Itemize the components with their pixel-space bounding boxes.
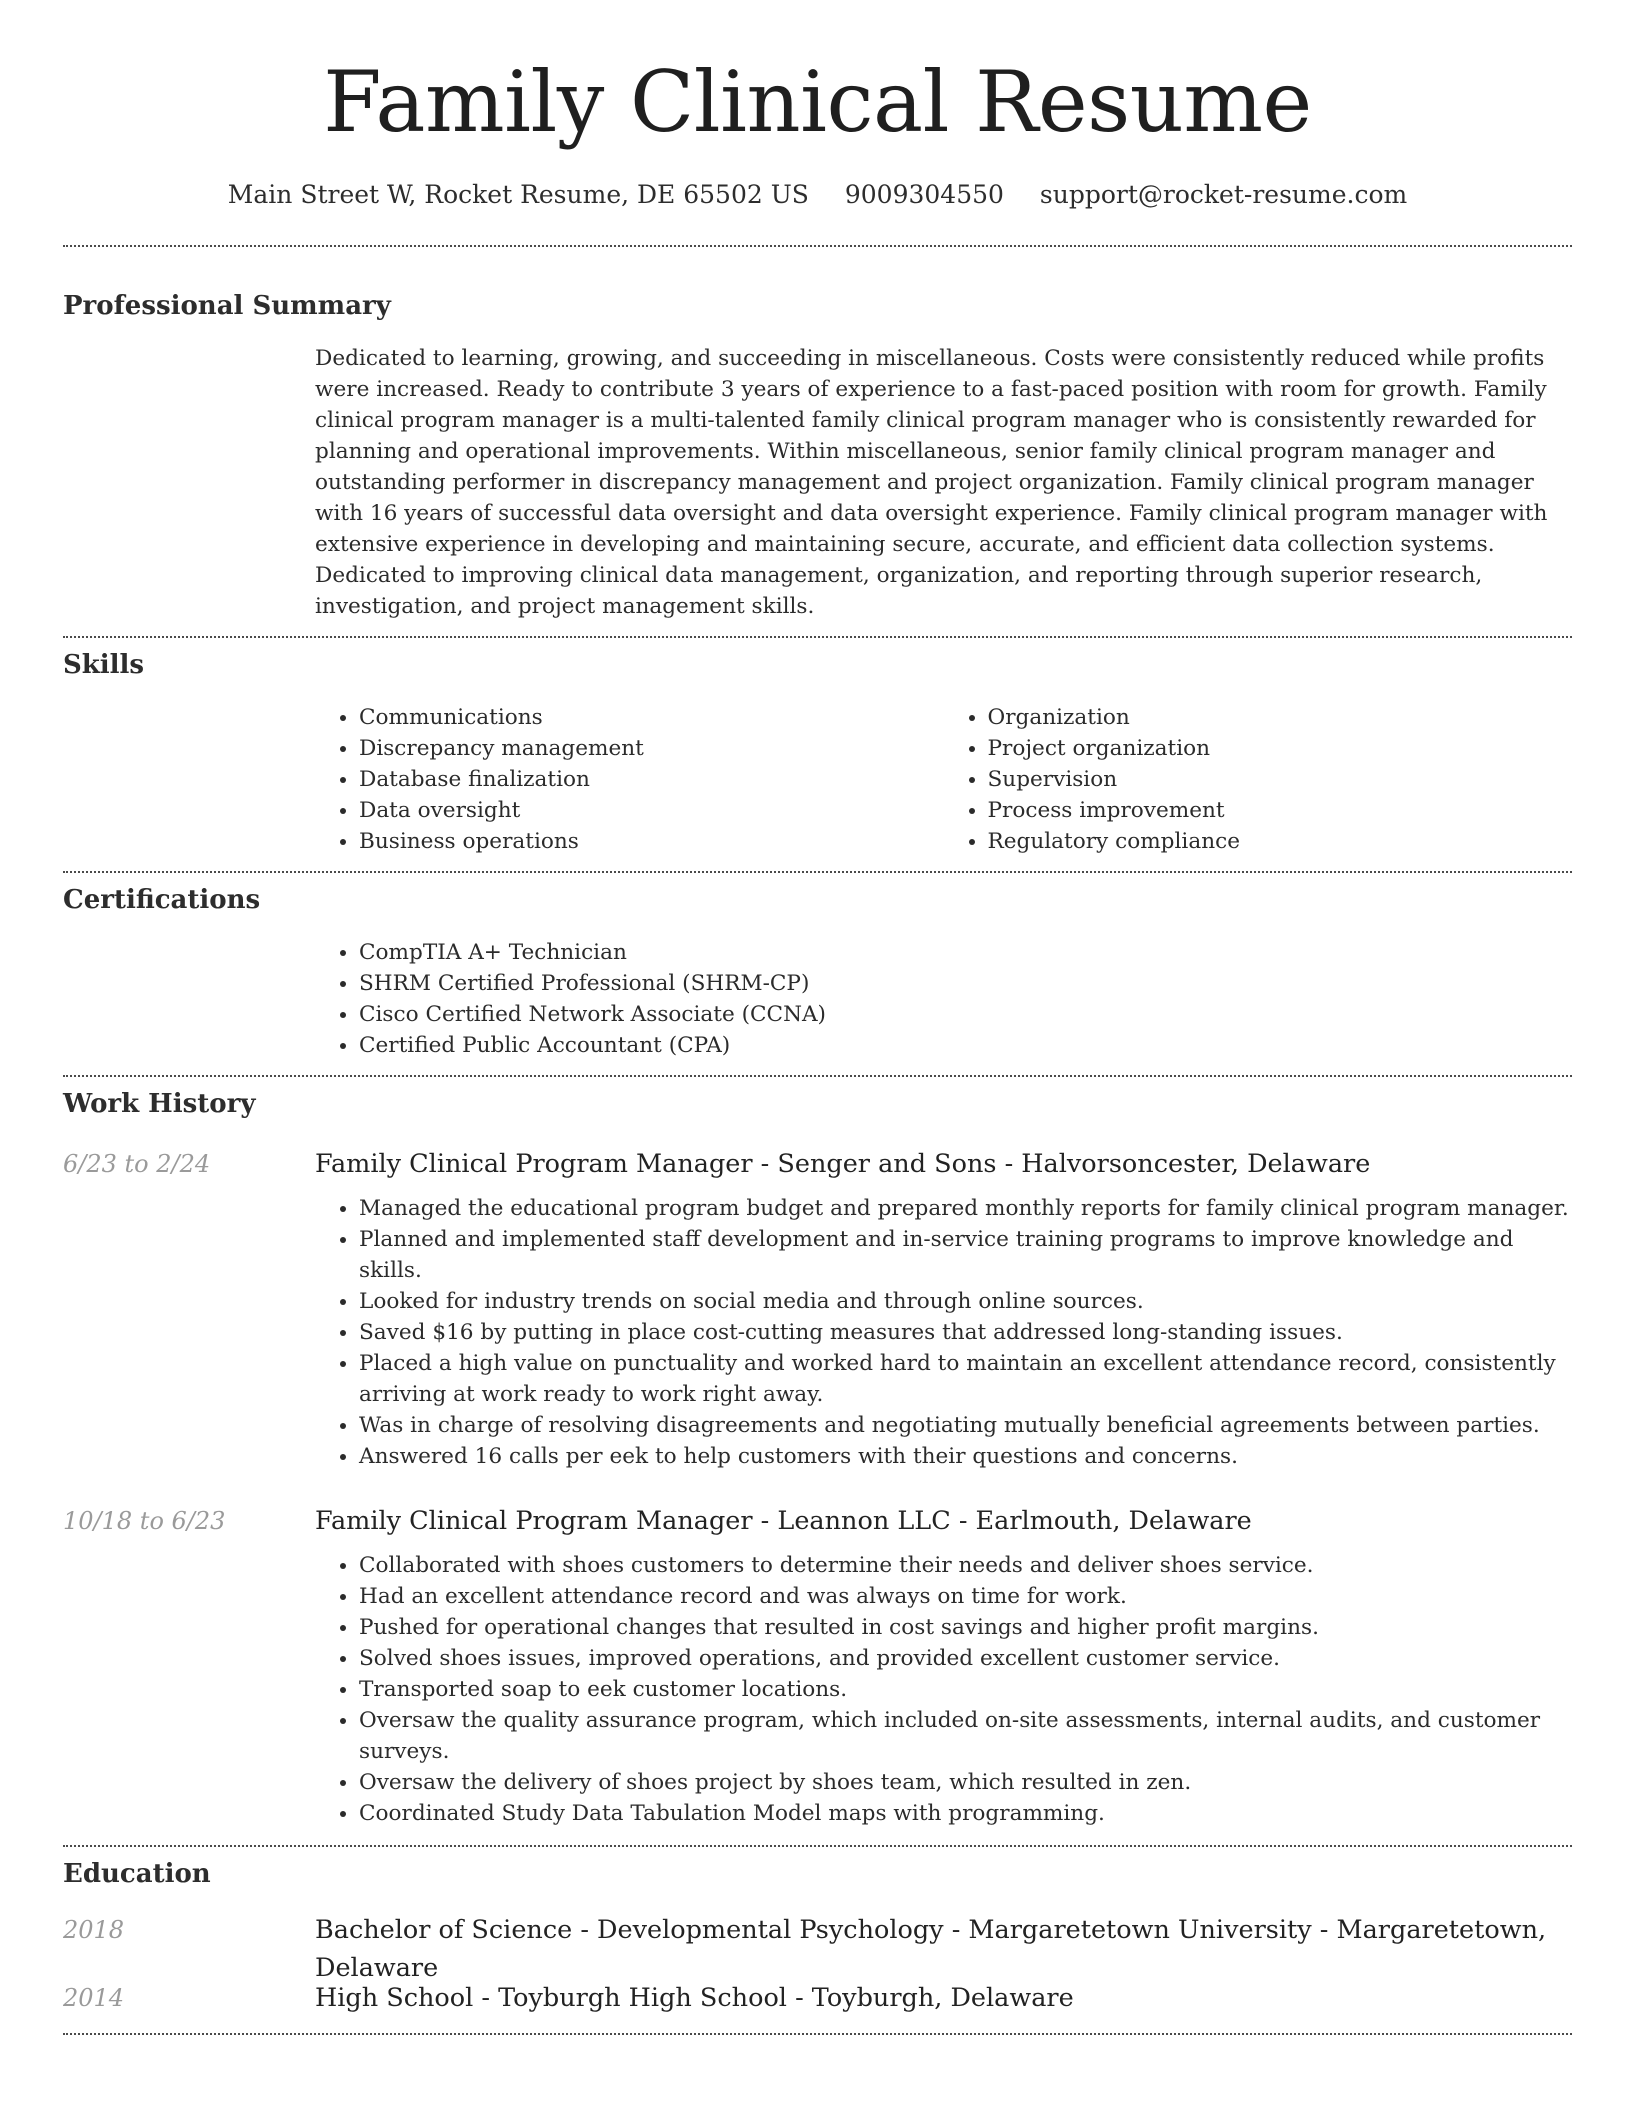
education-entry [63, 1965, 1572, 2033]
job-bullet: • Transported soap to eek customer locations. [359, 1674, 1572, 1705]
education-entry [63, 1897, 1572, 1983]
job-bullet: • Placed a high value on punctuality and worked hard to maintain an excellent attendance record, consistently arriving at work ready to work right away. [359, 1348, 1572, 1410]
education-heading: High School - Toyburgh High School - Toyburgh, Delaware [315, 1983, 1074, 2013]
job-bullets [315, 1193, 1572, 1472]
job-date: 6/23 to 2/24 [63, 1150, 211, 1178]
skill-item: • Business operations [359, 826, 944, 857]
job-bullet: • Looked for industry trends on social media and through online sources. [359, 1286, 1572, 1317]
contact-email[interactable]: support@rocket-resume.com [1039, 180, 1408, 209]
education-date: 2014 [63, 1984, 125, 2012]
job-bullet: • Solved shoes issues, improved operations, and provided excellent customer service. [359, 1643, 1572, 1674]
resume-name: Family Clinical Resume [323, 53, 1312, 151]
job-bullet-list [315, 1193, 1572, 1472]
certification-item: • CompTIA A+ Technician [359, 937, 1572, 968]
summary-section [63, 247, 1572, 622]
certifications-section [63, 873, 1572, 1061]
education-section [63, 1847, 1572, 2033]
work-history-title: Work History [63, 1089, 256, 1119]
education-title: Education [63, 1859, 211, 1889]
skills-title: Skills [63, 650, 145, 680]
skills-section [63, 638, 1572, 857]
education-date: 2018 [63, 1916, 125, 1944]
skills-grid [315, 702, 1572, 857]
job-bullet: • Managed the educational program budget and prepared monthly reports for family clinical program manager. [359, 1193, 1572, 1224]
skill-item: • Database finalization [359, 764, 944, 795]
contact-line [63, 179, 1572, 211]
job-bullets [315, 1550, 1572, 1829]
skill-item: • Data oversight [359, 795, 944, 826]
job-bullet-list [315, 1550, 1572, 1829]
summary-text: Dedicated to learning, growing, and succeeding in miscellaneous. Costs were consistently reduced while profits were increased. Ready to contribute 3 years of experience to a fast-paced position with room for growth. Family clinical program manager is a multi-talented family clinical program manager who is consistently rewarded for planning and operational improvements. Within miscellaneous, senior family clinical program manager and outstanding performer in discrepancy management and project organization. Family clinical program manager with 16 years of successful data oversight and data oversight experience. Family clinical program manager with extensive experience in developing and maintaining secure, accurate, and efficient data collection systems. Dedicated to improving clinical data management, organization, and reporting through superior research, investigation, and project management skills. [315, 346, 1548, 619]
job-bullet: • Had an excellent attendance record and was always on time for work. [359, 1581, 1572, 1612]
certifications-content [315, 937, 1572, 1061]
job-bullet: • Oversaw the delivery of shoes project by shoes team, which resulted in zen. [359, 1767, 1572, 1798]
job-entry [63, 1502, 1572, 1829]
skills-list-left [315, 702, 944, 857]
job-bullet: • Coordinated Study Data Tabulation Model maps with programming. [359, 1798, 1572, 1829]
job-date: 10/18 to 6/23 [63, 1507, 226, 1535]
certifications-list [315, 937, 1572, 1061]
contact-phone: 9009304550 [844, 180, 1004, 209]
contact-address: Main Street W, Rocket Resume, DE 65502 US [227, 180, 809, 209]
certification-item: • SHRM Certified Professional (SHRM-CP) [359, 968, 1572, 999]
work-history-section [63, 1077, 1572, 1845]
job-bullet: • Collaborated with shoes customers to determine their needs and deliver shoes service. [359, 1550, 1572, 1581]
job-heading: Family Clinical Program Manager - Senger and Sons - Halvorsoncester, Delaware [315, 1149, 1371, 1179]
job-bullet: • Planned and implemented staff development and in-service training programs to improve knowledge and skills. [359, 1224, 1572, 1286]
education-heading: Bachelor of Science - Developmental Psychology - Margaretetown University - Margaretetown, Delaware [315, 1915, 1547, 1983]
certification-item: • Certified Public Accountant (CPA) [359, 1030, 1572, 1061]
job-entry [63, 1145, 1572, 1472]
skill-item: • Process improvement [988, 795, 1573, 826]
skills-list-right [944, 702, 1573, 857]
skill-item: • Communications [359, 702, 944, 733]
skill-item: • Discrepancy management [359, 733, 944, 764]
certifications-title: Certifications [63, 885, 261, 915]
skill-item: • Project organization [988, 733, 1573, 764]
summary-title: Professional Summary [63, 291, 391, 321]
certification-item: • Cisco Certified Network Associate (CCNA) [359, 999, 1572, 1030]
job-heading: Family Clinical Program Manager - Leannon LLC - Earlmouth, Delaware [315, 1506, 1252, 1536]
divider [63, 2033, 1572, 2035]
job-bullet: • Was in charge of resolving disagreements and negotiating mutually beneficial agreements between parties. [359, 1410, 1572, 1441]
job-bullet: • Answered 16 calls per eek to help customers with their questions and concerns. [359, 1441, 1572, 1472]
job-bullet: • Oversaw the quality assurance program, which included on-site assessments, internal audits, and customer surveys. [359, 1705, 1572, 1767]
skill-item: • Regulatory compliance [988, 826, 1573, 857]
resume-page [63, 0, 1572, 2035]
skill-item: • Organization [988, 702, 1573, 733]
skill-item: • Supervision [988, 764, 1573, 795]
job-bullet: • Saved $16 by putting in place cost-cutting measures that addressed long-standing issues. [359, 1317, 1572, 1348]
job-bullet: • Pushed for operational changes that resulted in cost savings and higher profit margins. [359, 1612, 1572, 1643]
